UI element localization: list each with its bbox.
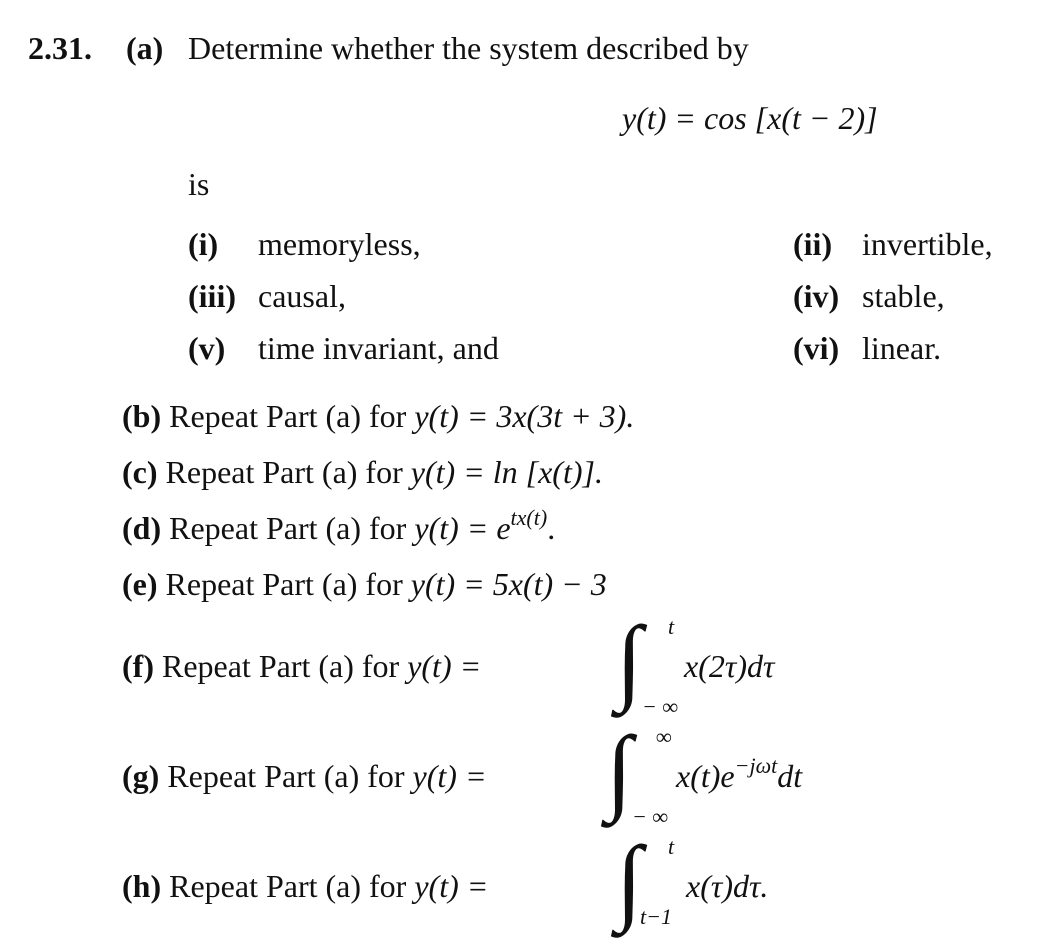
part-label: (c) xyxy=(122,454,158,490)
equation-rhs: 5x(t) − 3 xyxy=(492,566,607,602)
part-label: (b) xyxy=(122,398,162,434)
repeat-text: Repeat Part (a) for xyxy=(165,566,403,602)
property-text: time invariant, and xyxy=(258,330,499,366)
integral-upper-limit: t xyxy=(668,614,675,639)
property-item xyxy=(793,276,839,316)
property-item xyxy=(793,224,832,264)
repeat-text: Repeat Part (a) for xyxy=(169,398,407,434)
property-item xyxy=(188,276,236,316)
part-label: (h) xyxy=(122,868,162,904)
part-b xyxy=(122,396,634,436)
property-label: (iv) xyxy=(793,278,840,314)
property-item xyxy=(188,224,218,264)
part-d xyxy=(122,505,556,548)
part-label: (d) xyxy=(122,510,162,546)
part-a-equation: y(t) = cos [x(t − 2)] xyxy=(622,100,878,136)
property-item xyxy=(793,328,839,368)
part-e xyxy=(122,564,607,604)
integrand: x(2τ)dτ xyxy=(684,648,775,684)
integrand-base: x(t)e xyxy=(676,758,735,794)
integral-sign: ∫ xyxy=(606,716,633,823)
property-label: (ii) xyxy=(793,226,833,262)
property-text: memoryless, xyxy=(258,226,421,262)
part-a-intro: Determine whether the system described by xyxy=(188,30,749,66)
equation-rhs-base: e xyxy=(496,510,511,546)
equation-lhs: y(t) = xyxy=(410,566,485,602)
integral-sign: ∫ xyxy=(616,606,643,713)
equation-lhs: y(t) = xyxy=(414,510,489,546)
integral-sign: ∫ xyxy=(616,826,643,933)
property-text: stable, xyxy=(862,278,945,314)
property-label: (v) xyxy=(188,330,226,366)
part-label: (e) xyxy=(122,566,158,602)
part-h xyxy=(122,866,488,906)
equation-lhs: y(t) = xyxy=(414,398,489,434)
property-text: invertible, xyxy=(862,226,993,262)
property-label: (i) xyxy=(188,226,219,262)
equation-rhs: 3x(3t + 3). xyxy=(496,398,635,434)
property-text: causal, xyxy=(258,278,346,314)
property-label: (iii) xyxy=(188,278,236,314)
repeat-text: Repeat Part (a) for xyxy=(169,510,407,546)
equation-lhs: y(t) = xyxy=(414,868,489,904)
integrand: x(τ)dτ. xyxy=(686,868,769,904)
equation-lhs: y(t) = xyxy=(410,454,485,490)
equation-rhs-tail: . xyxy=(547,510,556,546)
equation-rhs: ln [x(t)]. xyxy=(492,454,603,490)
property-text: linear. xyxy=(862,330,942,366)
part-c xyxy=(122,452,603,492)
integrand-tail: dt xyxy=(777,758,803,794)
part-g xyxy=(122,756,487,796)
part-a-label: (a) xyxy=(126,30,164,66)
equation-rhs-exponent: tx(t) xyxy=(510,505,548,530)
part-f xyxy=(122,646,481,686)
repeat-text: Repeat Part (a) for xyxy=(169,868,407,904)
repeat-text: Repeat Part (a) for xyxy=(161,648,400,684)
integrand xyxy=(676,753,803,796)
property-item xyxy=(188,328,225,368)
equation-lhs: y(t) = xyxy=(407,648,482,684)
is-text: is xyxy=(188,166,210,202)
integrand-exponent: −jωt xyxy=(734,753,778,778)
property-label: (vi) xyxy=(793,330,840,366)
repeat-text: Repeat Part (a) for xyxy=(165,454,403,490)
part-label: (f) xyxy=(122,648,154,684)
integral-upper-limit: t xyxy=(668,834,675,859)
part-label: (g) xyxy=(122,758,160,794)
repeat-text: Repeat Part (a) for xyxy=(167,758,405,794)
integral-lower-limit: − ∞ xyxy=(632,804,669,829)
integral-upper-limit: ∞ xyxy=(656,724,672,749)
integral-lower-limit: − ∞ xyxy=(642,694,679,719)
equation-lhs: y(t) = xyxy=(412,758,487,794)
integral-lower-limit: t−1 xyxy=(640,904,672,929)
problem-number: 2.31. xyxy=(28,30,92,66)
